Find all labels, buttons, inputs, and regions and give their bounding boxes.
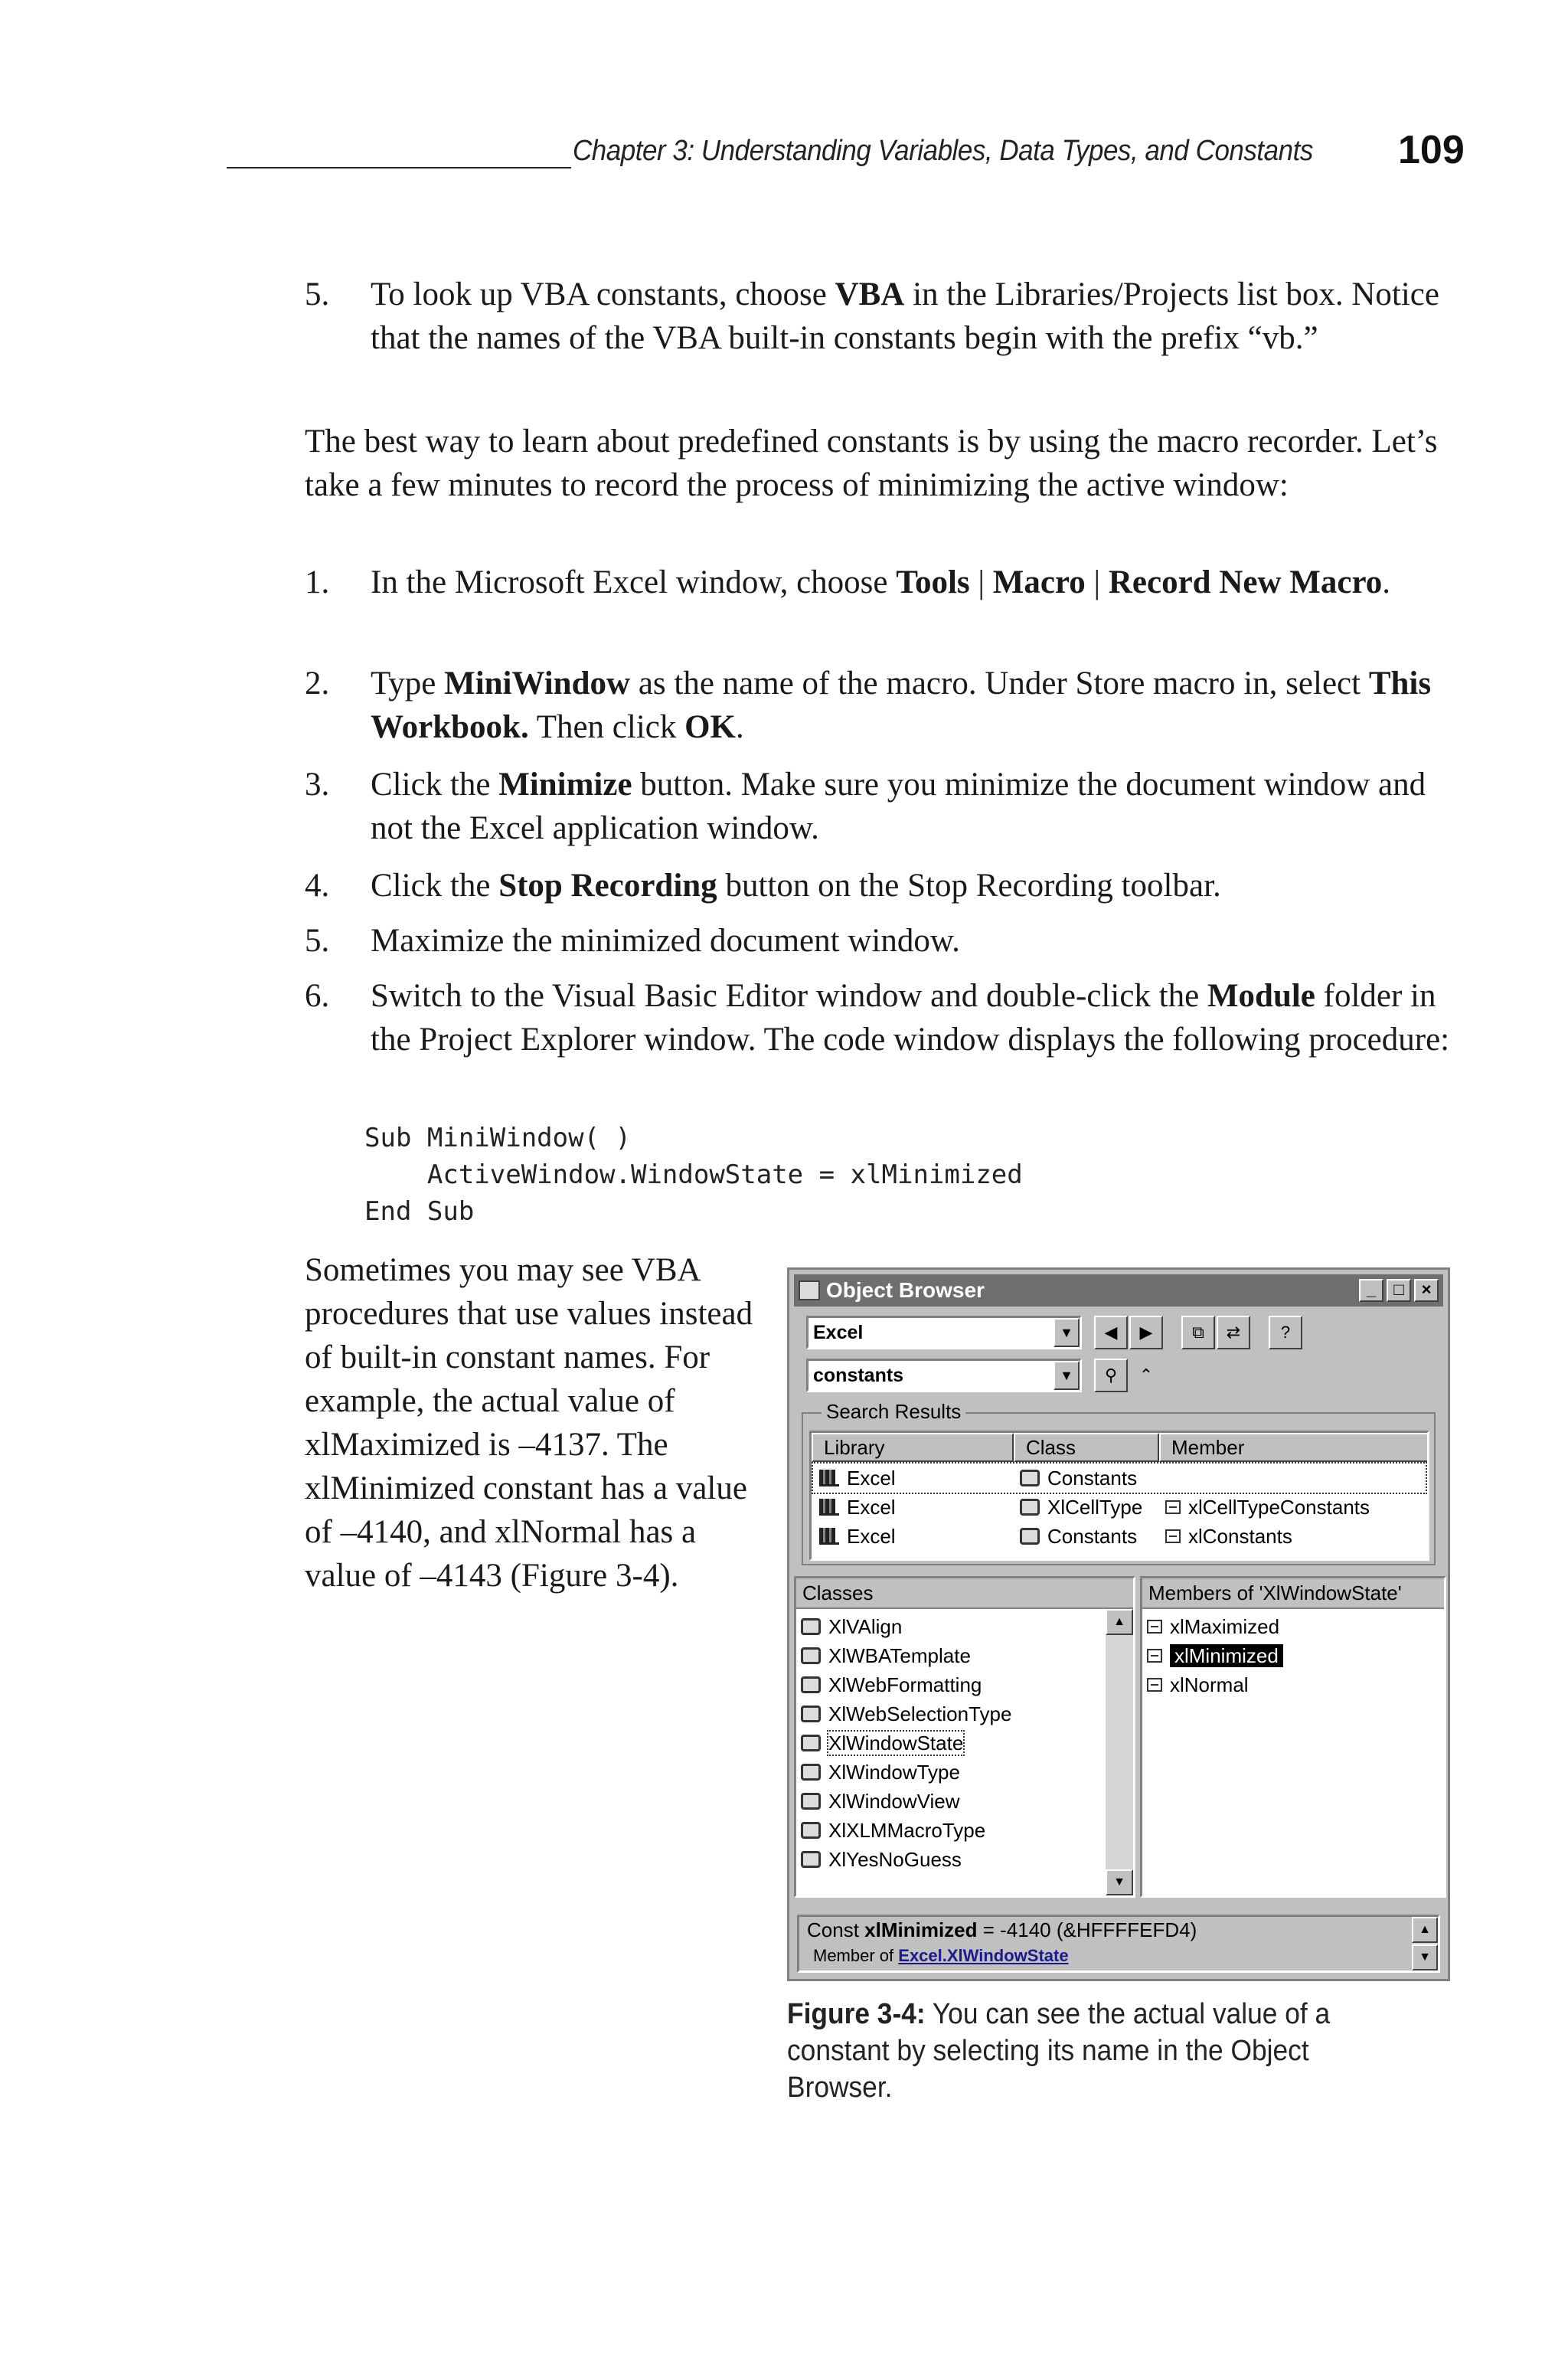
members-label: Members of 'XlWindowState' [1142,1578,1444,1609]
column-header-library[interactable]: Library [812,1433,1014,1462]
column-header-class[interactable]: Class [1014,1433,1159,1462]
class-icon [801,1793,821,1810]
class-item[interactable]: XlWebFormatting [801,1670,982,1699]
class-icon [1020,1528,1040,1545]
class-item[interactable]: XlYesNoGuess [801,1845,962,1874]
scroll-up-icon[interactable]: ▲ [1412,1917,1438,1943]
header-rule [227,167,571,168]
chevron-down-icon[interactable]: ▼ [1054,1361,1080,1390]
class-icon [801,1764,821,1781]
class-icon [801,1676,821,1693]
chapter-title: Chapter 3: Understanding Variables, Data Types, and Constants [573,135,1313,167]
class-icon [801,1706,821,1722]
library-select[interactable]: Excel ▼ [806,1316,1082,1349]
copy-icon[interactable]: ⧉ [1181,1316,1215,1349]
list-text: Switch to the Visual Basic Editor window and double-click the Module folder in the Project Explorer window. The code window displays the following procedure: [371,978,1450,1058]
minimize-icon[interactable]: _ [1359,1279,1383,1302]
classes-pane[interactable] [794,1576,1135,1898]
enum-member-icon [1165,1500,1181,1514]
class-icon [1020,1499,1040,1516]
classes-label: Classes [796,1578,1133,1609]
class-icon [801,1735,821,1751]
list-text: In the Microsoft Excel window, choose Tools | Macro | Record New Macro. [371,564,1391,600]
list-number: 5. [305,923,330,959]
details-scrollbar[interactable] [1412,1917,1438,1970]
enum-member-icon [1165,1529,1181,1543]
column-header-member[interactable]: Member [1159,1433,1429,1462]
collapse-icon[interactable]: ⌃ [1129,1359,1163,1392]
classes-scrollbar[interactable] [1106,1609,1133,1895]
list-item [305,561,1468,604]
code-listing: Sub MiniWindow( ) ActiveWindow.WindowState = xlMinimized End Sub [364,1123,1023,1227]
search-input[interactable]: constants ▼ [806,1359,1082,1392]
scroll-down-icon[interactable]: ▼ [1106,1869,1133,1895]
chevron-down-icon[interactable]: ▼ [1054,1318,1080,1347]
result-row[interactable]: Excel Constants [813,1464,1426,1493]
scroll-up-icon[interactable]: ▲ [1106,1609,1133,1635]
list-item [305,919,1468,963]
window-title: Object Browser [826,1278,985,1302]
class-icon [801,1822,821,1839]
list-text: To look up VBA constants, choose VBA in the Libraries/Projects list box. Notice that the names of the VBA built-in constants begin with the prefix “vb.” [371,276,1439,356]
list-item [305,273,1468,360]
scroll-down-icon[interactable]: ▼ [1412,1944,1438,1970]
list-item [305,864,1468,908]
list-text: Click the Stop Recording button on the Stop Recording toolbar. [371,868,1221,904]
class-item[interactable]: XlXLMMacroType [801,1816,985,1845]
caption-text: You can see the actual value of a constant by selecting its name in the Object Browser. [787,1998,1331,2104]
figure-caption [787,1996,1413,2106]
list-number: 6. [305,978,330,1014]
list-number: 2. [305,666,330,702]
list-number: 1. [305,564,330,600]
members-pane[interactable] [1140,1576,1446,1898]
restore-icon[interactable]: □ [1387,1279,1411,1302]
result-row[interactable]: Excel Constants xlConstants [813,1522,1426,1551]
class-item[interactable]: XlWindowState [801,1728,1104,1758]
object-browser-window [787,1267,1450,1981]
search-results-label: Search Results [822,1401,965,1422]
enum-member-icon [1147,1620,1162,1634]
member-item[interactable]: xlMaximized [1147,1612,1279,1641]
close-icon[interactable]: × [1414,1279,1439,1302]
class-icon [801,1618,821,1635]
list-item [305,763,1468,850]
list-item [305,974,1468,1061]
paragraph: The best way to learn about predefined constants is by using the macro recorder. Let’s take a few minutes to record the process of minimizing the active window: [305,424,1438,503]
page-number: 109 [1398,128,1465,172]
list-number: 3. [305,767,330,803]
view-definition-icon[interactable]: ⇄ [1217,1316,1250,1349]
library-icon [819,1528,839,1545]
list-item [305,662,1468,749]
library-icon [819,1470,839,1486]
back-icon[interactable]: ◀ [1094,1316,1128,1349]
class-icon [1020,1470,1040,1486]
list-number: 5. [305,276,330,312]
detail-declaration: Const xlMinimized = -4140 (&HFFFFEFD4) [807,1918,1197,1941]
class-item[interactable]: XlWindowType [801,1758,960,1787]
class-icon [801,1851,821,1868]
app-icon [799,1280,820,1300]
class-item[interactable]: XlVAlign [801,1612,902,1641]
list-text: Click the Minimize button. Make sure you minimize the document window and not the Excel application window. [371,767,1426,846]
search-results-list[interactable] [809,1431,1429,1561]
result-row[interactable]: Excel XlCellType xlCellTypeConstants [813,1493,1426,1522]
list-text: Maximize the minimized document window. [371,923,960,959]
details-pane [797,1915,1440,1973]
detail-member-of: Member of Excel.XlWindowState [813,1946,1069,1965]
detail-link[interactable]: Excel.XlWindowState [898,1946,1069,1965]
forward-icon[interactable]: ▶ [1129,1316,1163,1349]
list-text: Type MiniWindow as the name of the macro. Under Store macro in, select This Workbook. Then click OK. [371,666,1432,745]
class-item[interactable]: XlWBATemplate [801,1641,971,1670]
member-item[interactable]: xlNormal [1147,1670,1249,1699]
list-number: 4. [305,868,330,904]
enum-member-icon [1147,1649,1162,1663]
library-icon [819,1499,839,1516]
help-icon[interactable]: ? [1269,1316,1302,1349]
figure-label: Figure 3-4: [787,1998,926,2030]
side-paragraph: Sometimes you may see VBA procedures that use values instead of built-in constant names. For example, the actual value of xlMaximized is –4137. The xlMinimized constant has a value of –4140, and xlNormal has a value of –4143 (Figure 3-4). [305,1252,753,1594]
title-bar [794,1274,1443,1307]
class-item[interactable]: XlWindowView [801,1787,959,1816]
binoculars-icon[interactable]: ⚲ [1094,1359,1128,1392]
class-icon [801,1647,821,1664]
class-item[interactable]: XlWebSelectionType [801,1699,1011,1728]
member-item-selected[interactable]: xlMinimized [1147,1641,1283,1670]
enum-member-icon [1147,1678,1162,1692]
